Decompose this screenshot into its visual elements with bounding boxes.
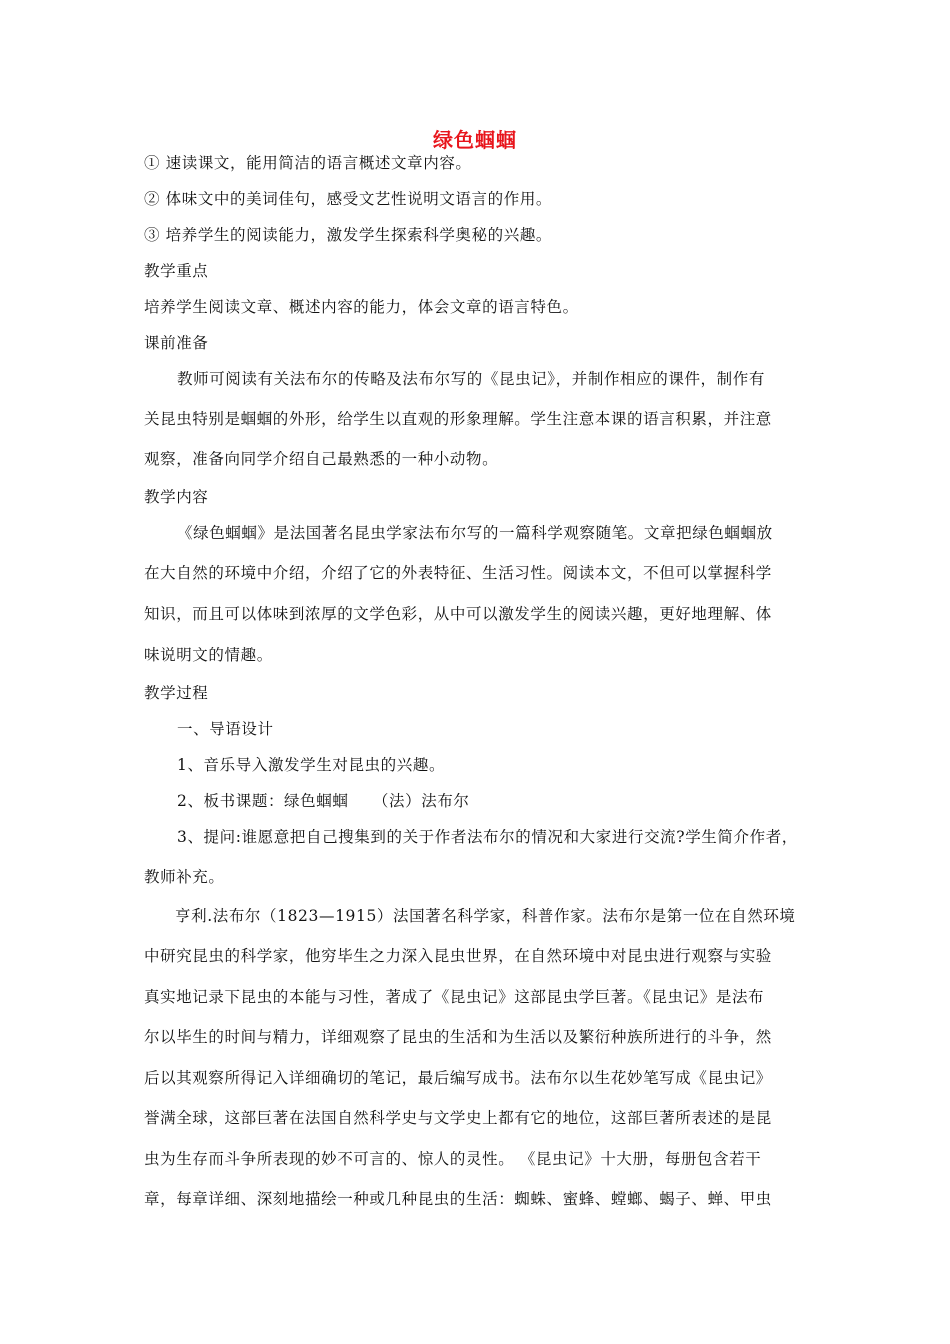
bio-line: 中研究昆虫的科学家，他穷毕生之力深入昆虫世界，在自然环境中对昆虫进行观察与实验 — [144, 947, 772, 965]
key-points-text: 培养学生阅读文章、概述内容的能力，体会文章的语言特色。 — [144, 298, 579, 316]
content-line: 知识，而且可以体味到浓厚的文学色彩，从中可以激发学生的阅读兴趣，更好地理解、体 — [144, 605, 772, 623]
prep-line: 关昆虫特别是蝈蝈的外形，给学生以直观的形象理解。学生注意本课的语言积累，并注意 — [144, 410, 772, 428]
bio-line: 章，每章详细、深刻地描绘一种或几种昆虫的生活：蜘蛛、蜜蜂、螳螂、蝎子、蝉、甲虫 — [144, 1190, 772, 1208]
process-subheading: 一、导语设计 — [177, 720, 274, 738]
bio-line: 真实地记录下昆虫的本能与习性，著成了《昆虫记》这部昆虫学巨著。《昆虫记》是法布 — [144, 988, 765, 1006]
bio-line: 虫为生存而斗争所表现的妙不可言的、惊人的灵性。 《昆虫记》十大册，每册包含若干 — [144, 1150, 762, 1168]
step-3: 3、提问:谁愿意把自己搜集到的关于作者法布尔的情况和大家进行交流?学生简介作者， — [177, 828, 798, 846]
process-heading: 教学过程 — [144, 684, 209, 702]
bio-line: 尔以毕生的时间与精力，详细观察了昆虫的生活和为生活以及繁衍种族所进行的斗争，然 — [144, 1028, 772, 1046]
objective-1: ① 速读课文，能用简洁的语言概述文章内容。 — [144, 154, 472, 172]
bio-line: 誉满全球，这部巨著在法国自然科学史与文学史上都有它的地位，这部巨著所表述的是昆 — [144, 1109, 772, 1127]
document-title: 绿色蝈蝈 — [433, 128, 517, 152]
step-1: 1、音乐导入激发学生对昆虫的兴趣。 — [177, 756, 446, 774]
prep-line: 教师可阅读有关法布尔的传略及法布尔写的《昆虫记》，并制作相应的课件，制作有 — [177, 370, 765, 388]
step-3-continued: 教师补充。 — [144, 868, 225, 886]
content-heading: 教学内容 — [144, 488, 209, 506]
key-points-heading: 教学重点 — [144, 262, 209, 280]
bio-line: 亨利.法布尔（1823—1915）法国著名科学家，科普作家。法布尔是第一位在自然环境 — [175, 907, 796, 925]
content-line: 味说明文的情趣。 — [144, 646, 273, 664]
prep-line: 观察，准备向同学介绍自己最熟悉的一种小动物。 — [144, 450, 499, 468]
step-2: 2、板书课题：绿色蝈蝈 （法）法布尔 — [177, 792, 470, 810]
content-line: 在大自然的环境中介绍，介绍了它的外表特征、生活习性。阅读本文，不但可以掌握科学 — [144, 564, 772, 582]
objective-3: ③ 培养学生的阅读能力，激发学生探索科学奥秘的兴趣。 — [144, 226, 553, 244]
bio-line: 后以其观察所得记入详细确切的笔记，最后编写成书。法布尔以生花妙笔写成《昆虫记》 — [144, 1069, 772, 1087]
objective-2: ② 体味文中的美词佳句，感受文艺性说明文语言的作用。 — [144, 190, 553, 208]
content-line: 《绿色蝈蝈》是法国著名昆虫学家法布尔写的一篇科学观察随笔。文章把绿色蝈蝈放 — [177, 524, 773, 542]
prep-heading: 课前准备 — [144, 334, 209, 352]
